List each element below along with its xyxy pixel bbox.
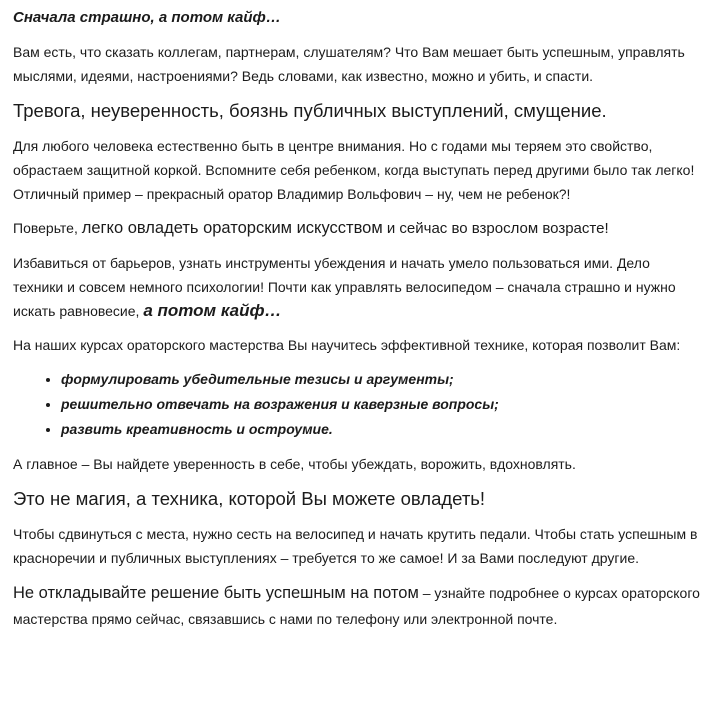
document-title: Сначала страшно, а потом кайф…: [13, 9, 281, 26]
believe-line: [13, 216, 700, 241]
confidence-paragraph: А главное – Вы найдете уверенность в себе, чтобы убеждать, ворожить, вдохновлять.: [13, 456, 576, 472]
believe-pre: Поверьте,: [13, 220, 82, 236]
believe-emphasis: легко овладеть ораторским искусством: [81, 219, 383, 237]
benefit-item: • решительно отвечать на возражения и каверзные вопросы;: [61, 392, 700, 417]
cta-rest: – узнайте подробнее о курсах ораторского мастерства прямо сейчас, связавшись с нами по телефону или электронной почте.: [13, 585, 700, 627]
bicycle-emphasis: а потом кайф…: [143, 301, 282, 320]
technique-heading: Это не магия, а техника, которой Вы можете овладеть!: [13, 488, 486, 509]
bicycle-paragraph: [13, 251, 700, 323]
benefits-list: [13, 367, 700, 442]
intro-paragraph: Вам есть, что сказать коллегам, партнерам, слушателям? Что Вам мешает быть успешным, управлять мыслями, идеями, настроениями? Ведь словами, как известно, можно и убить, и спасти.: [13, 44, 685, 84]
courses-intro-paragraph: На наших курсах ораторского мастерства Вы научитесь эффективной технике, которая позволит Вам:: [13, 337, 681, 353]
benefit-item: • формулировать убедительные тезисы и аргументы;: [61, 367, 700, 392]
cta-paragraph: [13, 580, 700, 632]
benefit-item: • развить креативность и остроумие.: [61, 417, 700, 442]
bicycle-text: Избавиться от барьеров, узнать инструменты убеждения и начать умело пользоваться ими. Дело техники и совсем немного психологии! Почти как управлять велосипедом – сначала страшно и нужно искать равновесие,: [13, 255, 676, 319]
believe-post: и сейчас во взрослом возрасте!: [382, 220, 609, 237]
fears-heading: Тревога, неуверенность, боязнь публичных выступлений, смущение.: [13, 100, 607, 121]
pedal-paragraph: Чтобы сдвинуться с места, нужно сесть на велосипед и начать крутить педали. Чтобы стать успешным в красноречии и публичных выступлениях – требуется то же самое! И за Вами последуют другие.: [13, 526, 698, 566]
cta-emphasis: Не откладывайте решение быть успешным на потом: [13, 584, 419, 602]
childhood-paragraph: Для любого человека естественно быть в центре внимания. Но с годами мы теряем это свойство, обрастаем защитной коркой. Вспомните себя ребенком, когда выступать перед другими было так легко! Отличный пример – прекрасный оратор Владимир Вольфович – ну, чем не ребенок?!: [13, 138, 695, 202]
document-page: [13, 8, 700, 632]
